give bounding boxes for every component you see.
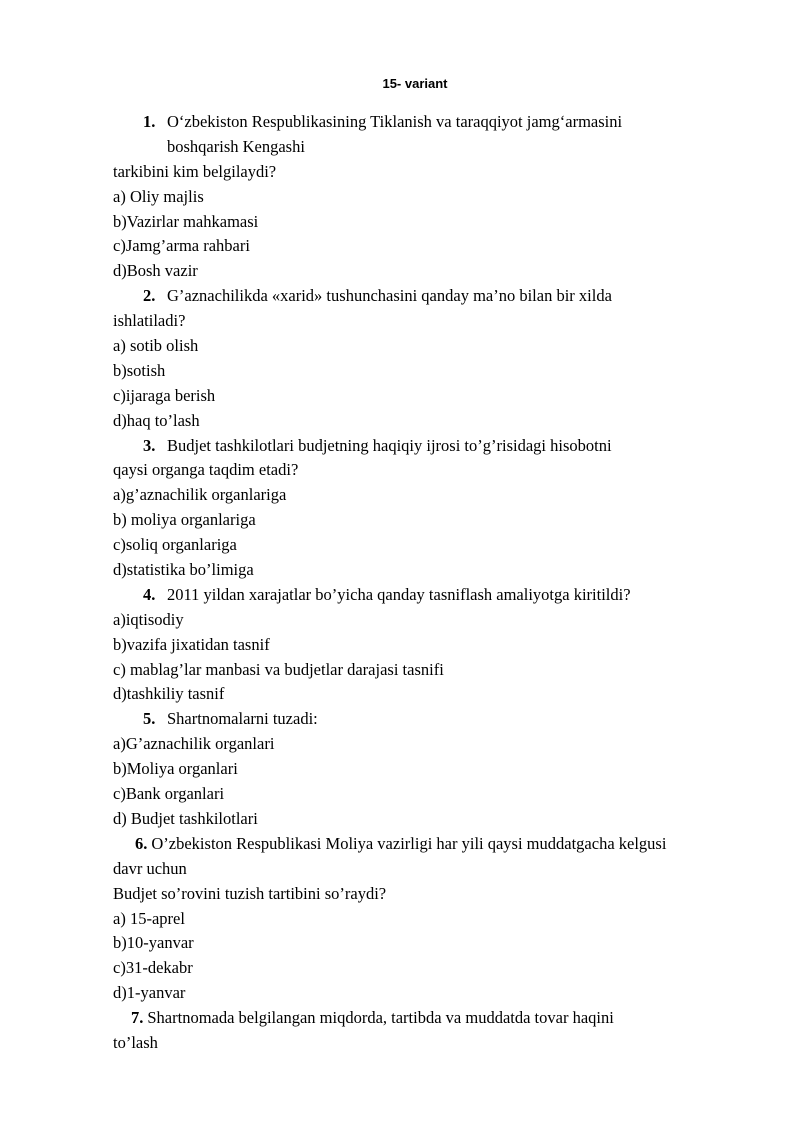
answer-option: c)ijaraga berish xyxy=(113,385,216,405)
answer-option: d)1-yanvar xyxy=(113,983,186,1003)
answer-option: d)tashkiliy tasnif xyxy=(113,684,225,704)
question-6 xyxy=(113,832,773,857)
answer-option: b)Vazirlar mahkamasi xyxy=(113,211,259,231)
question-7 xyxy=(113,1006,773,1031)
answer-option: b)10-yanvar xyxy=(113,933,194,953)
answer-option: a)G’aznachilik organlari xyxy=(113,734,275,754)
question-number: 3. xyxy=(143,435,156,455)
answer-option: d)Bosh vazir xyxy=(113,261,198,281)
question-number: 2. xyxy=(143,286,156,306)
question-number: 4. xyxy=(143,584,156,604)
answer-option: b)Moliya organlari xyxy=(113,759,238,779)
answer-option: c)soliq organlariga xyxy=(113,535,237,555)
question-text: Budjet tashkilotlari budjetning haqiqiy ijrosi to’g’risidagi hisobotni xyxy=(167,435,612,455)
answer-option: c)31-dekabr xyxy=(113,958,193,978)
question-text-continued: qaysi organga taqdim etadi? xyxy=(113,460,299,480)
question-text-continued: tarkibini kim belgilaydi? xyxy=(113,161,277,181)
answer-option: a) Oliy majlis xyxy=(113,186,204,206)
question-5 xyxy=(113,707,773,732)
variant-title: 15- variant xyxy=(382,76,448,91)
answer-option: b)sotish xyxy=(113,360,166,380)
question-3 xyxy=(113,434,773,459)
question-text: 2011 yildan xarajatlar bo’yicha qanday tasniflash amaliyotga kiritildi? xyxy=(167,584,631,604)
question-text-continued: boshqarish Kengashi xyxy=(167,136,305,156)
question-2 xyxy=(113,284,773,309)
question-1 xyxy=(113,110,773,135)
question-number: 5. xyxy=(143,709,156,729)
question-text: Shartnomalarni tuzadi: xyxy=(167,709,318,729)
question-text-continued: to’lash xyxy=(113,1032,158,1052)
answer-option: a) 15-aprel xyxy=(113,908,185,928)
answer-option: a) sotib olish xyxy=(113,336,199,356)
question-number: 7. xyxy=(131,1008,144,1028)
question-4 xyxy=(113,583,773,608)
question-text-continued: davr uchun xyxy=(113,858,187,878)
question-text: O’zbekiston Respublikasi Moliya vazirligi har yili qaysi muddatgacha kelgusi xyxy=(151,833,667,853)
question-text: O‘zbekiston Respublikasining Tiklanish va taraqqiyot jamg‘armasini xyxy=(167,112,623,131)
answer-option: c) mablag’lar manbasi va budjetlar darajasi tasnifi xyxy=(113,659,444,679)
answer-option: b)vazifa jixatidan tasnif xyxy=(113,634,270,654)
answer-option: d)statistika bo’limiga xyxy=(113,560,254,580)
answer-option: c)Bank organlari xyxy=(113,784,225,804)
answer-option: d)haq to’lash xyxy=(113,410,200,430)
question-text-continued: ishlatiladi? xyxy=(113,311,186,331)
question-number: 1. xyxy=(143,112,156,131)
question-text: Shartnomada belgilangan miqdorda, tartibda va muddatda tovar haqini xyxy=(147,1008,614,1028)
answer-option: a)iqtisodiy xyxy=(113,609,184,629)
answer-option: b) moliya organlariga xyxy=(113,510,256,530)
answer-option: d) Budjet tashkilotlari xyxy=(113,808,258,828)
question-number: 6. xyxy=(135,833,148,853)
question-text-continued: Budjet so’rovini tuzish tartibini so’raydi? xyxy=(113,883,387,903)
question-text: G’aznachilikda «xarid» tushunchasini qanday ma’no bilan bir xilda xyxy=(167,286,612,306)
answer-option: a)g’aznachilik organlariga xyxy=(113,485,287,505)
question-list xyxy=(113,110,773,1056)
answer-option: c)Jamg’arma rahbari xyxy=(113,236,250,256)
